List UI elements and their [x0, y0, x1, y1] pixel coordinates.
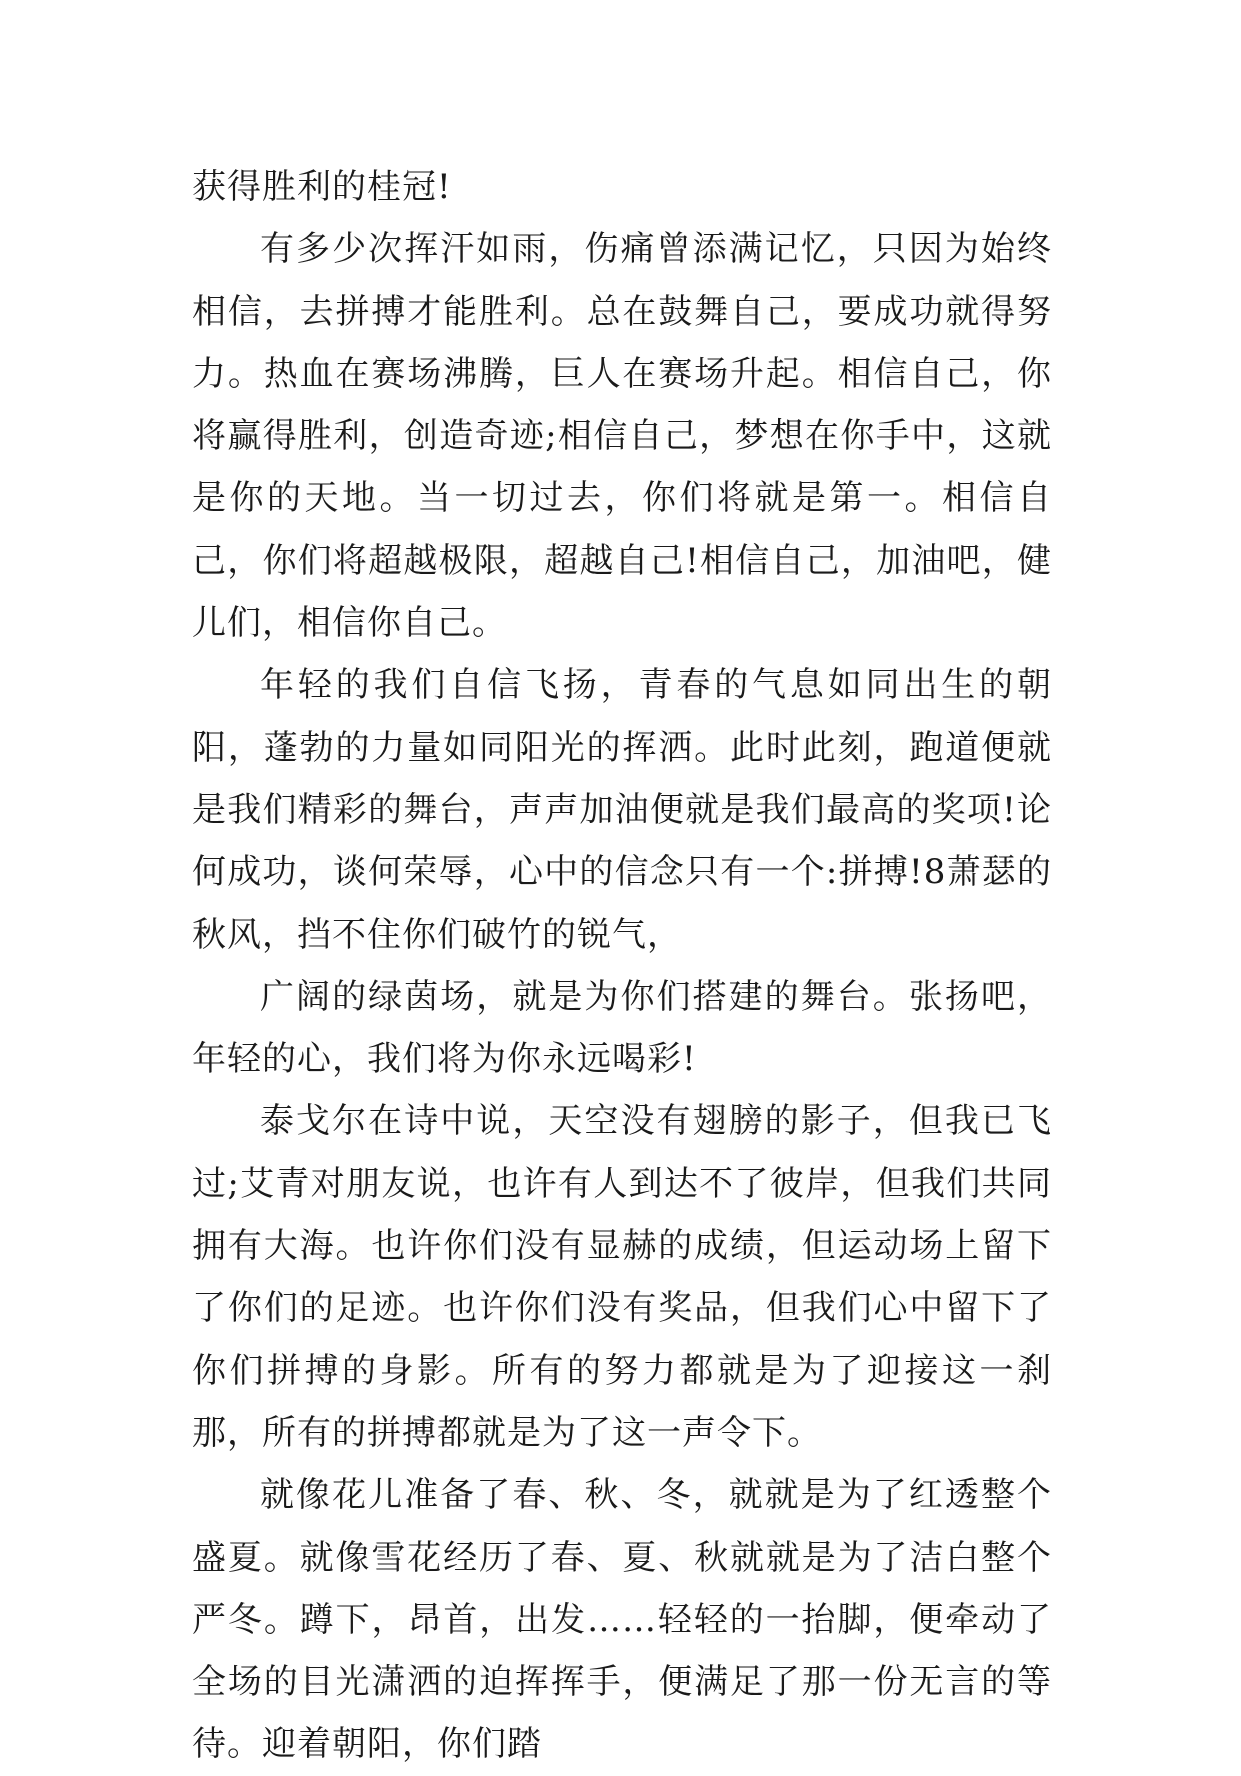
body-text	[192, 156, 1052, 1776]
paragraph-continued: 获得胜利的桂冠!	[192, 167, 452, 207]
paragraph: 就像花儿准备了春、秋、冬，就就是为了红透整个盛夏。就像雪花经历了春、夏、秋就就是为了洁白整个严冬。蹲下，昂首，出发……轻轻的一抬脚，便牵动了全场的目光潇洒的迫挥挥手，便满足了那一份无言的等待。迎着朝阳，你们踏	[192, 1475, 1052, 1765]
paragraph: 有多少次挥汗如雨，伤痛曾添满记忆，只因为始终相信，去拼搏才能胜利。总在鼓舞自己，要成功就得努力。热血在赛场沸腾，巨人在赛场升起。相信自己，你将赢得胜利，创造奇迹;相信自己，梦想在你手中，这就是你的天地。当一切过去，你们将就是第一。相信自己，你们将超越极限，超越自己!相信自己，加油吧，健儿们，相信你自己。	[192, 229, 1052, 644]
paragraph: 泰戈尔在诗中说，天空没有翅膀的影子，但我已飞过;艾青对朋友说，也许有人到达不了彼岸，但我们共同拥有大海。也许你们没有显赫的成绩，但运动场上留下了你们的足迹。也许你们没有奖品，但我们心中留下了你们拼搏的身影。所有的努力都就是为了迎接这一刹那，所有的拼搏都就是为了这一声令下。	[192, 1101, 1052, 1453]
paragraph: 年轻的我们自信飞扬，青春的气息如同出生的朝阳，蓬勃的力量如同阳光的挥洒。此时此刻，跑道便就是我们精彩的舞台，声声加油便就是我们最高的奖项!论何成功，谈何荣辱，心中的信念只有一个:拼搏!8萧瑟的秋风，挡不住你们破竹的锐气，	[192, 665, 1052, 955]
paragraph: 广阔的绿茵场，就是为你们搭建的舞台。张扬吧，年轻的心，我们将为你永远喝彩!	[192, 976, 1052, 1080]
